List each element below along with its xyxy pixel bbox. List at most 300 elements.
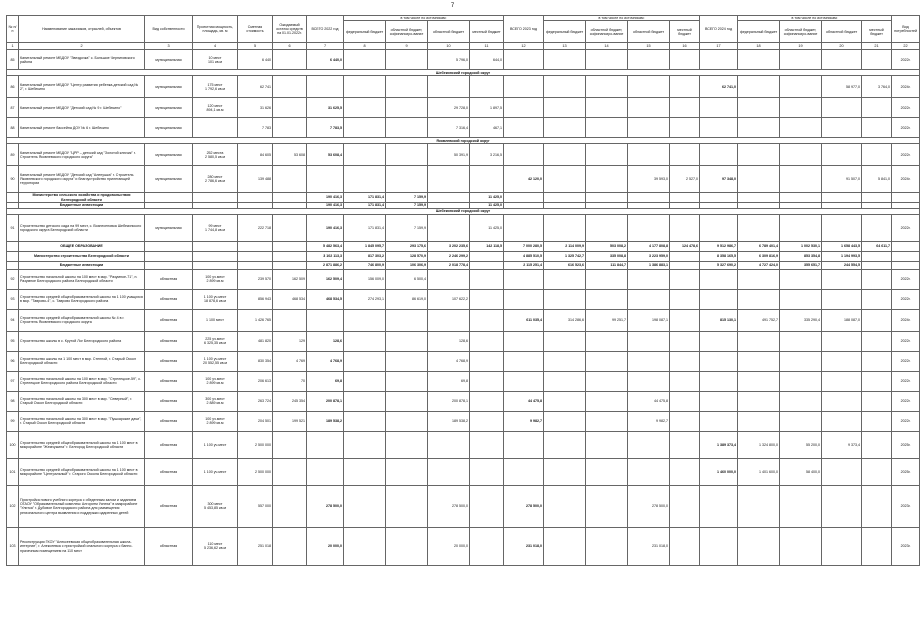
cell <box>7 241 19 251</box>
cell <box>470 391 504 411</box>
cell <box>145 241 193 251</box>
cell <box>628 351 670 371</box>
cell <box>628 289 670 309</box>
cell: 5 796,0 <box>428 50 470 70</box>
cell: 199 521 <box>273 411 307 431</box>
cell <box>862 289 892 309</box>
cell: 204 501 <box>238 411 273 431</box>
cell: Строительство начальной школы на 100 мест в мкр. "Разумное-71", п. Разумное Белгородского района Белгородской области <box>19 269 145 289</box>
cell <box>780 391 822 411</box>
cell: 252 места 2 580,5 кв.м <box>193 144 238 166</box>
cell: 162 509 <box>273 269 307 289</box>
cell: 468 534 <box>273 289 307 309</box>
table-row <box>7 527 920 565</box>
cell: 231 018,0 <box>628 527 670 565</box>
cell <box>386 351 428 371</box>
cell: 1 401 600,0 <box>738 458 780 485</box>
cell <box>145 251 193 261</box>
cell <box>344 331 386 351</box>
cell: 1 426 765 <box>238 309 273 331</box>
cell <box>780 193 822 203</box>
cell: 2022г. <box>892 351 920 371</box>
cell: 189 538,2 <box>307 411 344 431</box>
cell: 97 348,0 <box>700 166 738 193</box>
cell <box>738 144 780 166</box>
cell: ОБЩЕЕ ОБРАЗОВАНИЕ <box>19 241 145 251</box>
cell <box>273 251 307 261</box>
cell: Строительство средней общеобразовательной школы № 4 в г. Строитель Яковлевского городского округа <box>19 309 145 331</box>
cell <box>7 193 19 203</box>
cell: 2022г. <box>892 269 920 289</box>
cell: Капитальный ремонт МБДОУ "Центр развития ребенка-детский сад № 2", г. Шебекино <box>19 76 145 98</box>
cell <box>670 118 700 138</box>
cell <box>386 527 428 565</box>
cell <box>700 371 738 391</box>
cell <box>862 371 892 391</box>
cell <box>670 98 700 118</box>
section-title: Яковлевский городской округ <box>7 138 920 144</box>
cell <box>892 193 920 203</box>
colnum: 1 <box>7 43 19 50</box>
cell <box>273 527 307 565</box>
cell <box>780 98 822 118</box>
cell: 100 <box>7 431 19 458</box>
cell <box>738 411 780 431</box>
colnum: 22 <box>892 43 920 50</box>
col-name: Наименование заказчиков, отраслей, объектов <box>19 16 145 43</box>
cell <box>628 76 670 98</box>
cell <box>628 98 670 118</box>
cell: 64 611,7 <box>862 241 892 251</box>
cell <box>428 166 470 193</box>
cell: 7 159,9 <box>386 193 428 203</box>
cell <box>344 458 386 485</box>
cell <box>862 251 892 261</box>
cell <box>862 527 892 565</box>
cell <box>344 371 386 391</box>
cell: областная <box>145 269 193 289</box>
cell <box>193 261 238 269</box>
cell: 69,8 <box>307 371 344 391</box>
cell <box>544 118 586 138</box>
cell <box>386 411 428 431</box>
cell <box>670 269 700 289</box>
cell <box>738 76 780 98</box>
cell <box>386 485 428 527</box>
table-row <box>7 214 920 241</box>
cell: 8 358 165,5 <box>700 251 738 261</box>
cell <box>307 76 344 98</box>
sources-2022: в том числе по источникам: <box>344 16 504 21</box>
cell <box>145 193 193 203</box>
cell <box>386 458 428 485</box>
cell <box>544 214 586 241</box>
cell: 7 000 280,5 <box>504 241 544 251</box>
cell: 53 608 <box>273 144 307 166</box>
cell: 200 878,1 <box>428 391 470 411</box>
cell <box>544 391 586 411</box>
cell <box>544 431 586 458</box>
cell <box>780 269 822 289</box>
cell: областная <box>145 289 193 309</box>
cell: областная <box>145 485 193 527</box>
table-row <box>7 289 920 309</box>
cell <box>504 98 544 118</box>
cell <box>504 118 544 138</box>
colnum: 3 <box>145 43 193 50</box>
colnum: 8 <box>344 43 386 50</box>
cell: 200 878,1 <box>307 391 344 411</box>
regional-cofin-2023: областной бюджет, софинансиро-вание <box>586 21 628 43</box>
cell: 20 000,0 <box>428 527 470 565</box>
cell <box>504 431 544 458</box>
table-row <box>7 269 920 289</box>
cell <box>822 351 862 371</box>
cell <box>344 411 386 431</box>
table-row <box>7 76 920 98</box>
cell <box>504 193 544 203</box>
cell: 2 018 778,4 <box>428 261 470 269</box>
cell: 245 354 <box>273 391 307 411</box>
cell <box>504 458 544 485</box>
cell <box>307 166 344 193</box>
cell: 817 303,2 <box>344 251 386 261</box>
cell: 2022г. <box>892 98 920 118</box>
table-row <box>7 144 920 166</box>
cell <box>145 261 193 269</box>
cell <box>344 166 386 193</box>
cell <box>628 118 670 138</box>
cell: Капитальный ремонт МБДОУ "Детский сад № 9 г. Шебекино" <box>19 98 145 118</box>
cell <box>470 527 504 565</box>
cell <box>862 98 892 118</box>
cell <box>862 261 892 269</box>
cell: 91 507,0 <box>822 166 862 193</box>
cell: 830 354 <box>238 351 273 371</box>
cell <box>738 351 780 371</box>
colnum: 20 <box>822 43 862 50</box>
cell <box>780 371 822 391</box>
cell <box>307 458 344 485</box>
cell: 92 <box>7 269 19 289</box>
cell <box>307 309 344 331</box>
cell <box>822 118 862 138</box>
cell <box>586 269 628 289</box>
cell <box>273 458 307 485</box>
cell <box>670 351 700 371</box>
cell: 1 100 мест <box>193 309 238 331</box>
cell: 91 <box>7 214 19 241</box>
cell: 355 651,7 <box>780 261 822 269</box>
cell: 95 <box>7 331 19 351</box>
cell <box>862 214 892 241</box>
cell: 31 626 <box>238 98 273 118</box>
cell: Строительство средней общеобразовательной школы на 1 100 учащихся в мкр. "Таврово-4", с. Таврово Белгородского района <box>19 289 145 309</box>
cell <box>273 261 307 269</box>
cell <box>470 411 504 431</box>
cell: 5 327 690,2 <box>700 261 738 269</box>
cell: 4 768,9 <box>307 351 344 371</box>
cell: 99 251,7 <box>586 309 628 331</box>
cell: 58 977,0 <box>822 76 862 98</box>
cell <box>892 241 920 251</box>
cell: 2022г. <box>892 214 920 241</box>
cell <box>344 391 386 411</box>
cell <box>628 458 670 485</box>
cell <box>344 351 386 371</box>
colnum: 7 <box>307 43 344 50</box>
cell <box>700 50 738 70</box>
cell: 251 018 <box>238 527 273 565</box>
colnum: 21 <box>862 43 892 50</box>
cell: 491 752,7 <box>738 309 780 331</box>
cell: 611 035,4 <box>504 309 544 331</box>
cell: Бюджетные инвестиции <box>19 261 145 269</box>
cell <box>780 76 822 98</box>
cell: 6 500,4 <box>386 269 428 289</box>
cell: 58 400,0 <box>780 458 822 485</box>
colnum: 11 <box>470 43 504 50</box>
cell: 7 783 <box>238 118 273 138</box>
cell: 162 509,4 <box>307 269 344 289</box>
cell: 90 <box>7 166 19 193</box>
cell <box>780 118 822 138</box>
cell <box>386 118 428 138</box>
cell: 139 488 <box>238 166 273 193</box>
regional-2022: областной бюджет <box>428 21 470 43</box>
cell <box>862 331 892 351</box>
cell <box>273 166 307 193</box>
cell <box>700 144 738 166</box>
cell: муниципальная <box>145 50 193 70</box>
cell <box>428 431 470 458</box>
cell <box>504 214 544 241</box>
cell <box>344 431 386 458</box>
cell <box>386 98 428 118</box>
colnum: 19 <box>780 43 822 50</box>
cell: 189 538,2 <box>428 411 470 431</box>
federal-2024: федеральный бюджет <box>738 21 780 43</box>
cell <box>670 331 700 351</box>
colnum: 18 <box>738 43 780 50</box>
cell <box>586 98 628 118</box>
section-title: Шебекинский городской округ <box>7 208 920 214</box>
cell <box>780 527 822 565</box>
cell <box>670 50 700 70</box>
cell <box>544 485 586 527</box>
cell <box>738 269 780 289</box>
summary-row <box>7 261 920 269</box>
cell: 2023г. <box>892 485 920 527</box>
cell <box>628 269 670 289</box>
cell: 1 324 800,0 <box>738 431 780 458</box>
cell <box>862 351 892 371</box>
cell <box>428 269 470 289</box>
cell <box>780 485 822 527</box>
cell: 44 475,8 <box>504 391 544 411</box>
cell <box>344 144 386 166</box>
cell: 481 820 <box>238 331 273 351</box>
page-number: 7 <box>450 3 455 9</box>
cell <box>822 331 862 351</box>
cell <box>386 331 428 351</box>
cell: 171 831,4 <box>344 214 386 241</box>
cell: 1 389 373,4 <box>700 431 738 458</box>
cell <box>544 166 586 193</box>
table-row <box>7 309 920 331</box>
cell <box>273 485 307 527</box>
colnum: 15 <box>628 43 670 50</box>
cell <box>544 269 586 289</box>
cell <box>822 50 862 70</box>
cell: 70 <box>273 371 307 391</box>
cell <box>822 269 862 289</box>
cell: 222 718 <box>238 214 273 241</box>
cell <box>780 331 822 351</box>
cell <box>670 193 700 203</box>
cell: 94 <box>7 309 19 331</box>
cell <box>670 431 700 458</box>
cell <box>7 261 19 269</box>
cell <box>586 144 628 166</box>
cell: 62 741 <box>238 76 273 98</box>
cell <box>862 309 892 331</box>
cell <box>586 431 628 458</box>
cell <box>544 50 586 70</box>
cell: 2023г. <box>892 527 920 565</box>
cell: 31 625,5 <box>307 98 344 118</box>
cell <box>273 241 307 251</box>
cell: 100 уч.мест 2 899 кв.м <box>193 371 238 391</box>
cell <box>738 485 780 527</box>
cell <box>344 76 386 98</box>
cell: муниципальная <box>145 214 193 241</box>
cell: 142 118,5 <box>470 241 504 251</box>
cell <box>586 331 628 351</box>
cell: 2022г. <box>892 411 920 431</box>
table-row <box>7 351 920 371</box>
cell: 120 мест 894,1 кв.м <box>193 98 238 118</box>
cell <box>822 214 862 241</box>
cell <box>822 485 862 527</box>
cell: 6 440 <box>238 50 273 70</box>
table-row <box>7 166 920 193</box>
cell: 62 741,0 <box>700 76 738 98</box>
cell: Строительство детского сада на 99 мест, с. Вознесеновка Шебекинского городского округа Белгородской области <box>19 214 145 241</box>
cell: 2022г. <box>892 144 920 166</box>
table-row <box>7 98 920 118</box>
cell <box>428 76 470 98</box>
cell: 50 391,9 <box>428 144 470 166</box>
colnum: 14 <box>586 43 628 50</box>
cell: 93 <box>7 289 19 309</box>
cell: 2022г. <box>892 371 920 391</box>
cell: Строительство школы в с. Крутой Лог Белгородского района <box>19 331 145 351</box>
cell <box>544 371 586 391</box>
cell <box>780 166 822 193</box>
cell: 87 <box>7 98 19 118</box>
cell: 2 500 000 <box>238 458 273 485</box>
cell: 3 202 235,6 <box>428 241 470 251</box>
cell: 11 425,0 <box>470 202 504 208</box>
cell: 856 943 <box>238 289 273 309</box>
colnum: 4 <box>193 43 238 50</box>
cell <box>193 251 238 261</box>
cell: Строительство средней общеобразовательной школы на 1 100 мест в микрорайоне "Центральный" г. Старого Оскола Белгородской области <box>19 458 145 485</box>
cell: областная <box>145 371 193 391</box>
cell: Министерство сельского хозяйства и продовольствия Белгородской области <box>19 193 145 203</box>
cell <box>470 431 504 458</box>
cell <box>193 193 238 203</box>
cell <box>386 76 428 98</box>
cell: 4 768,9 <box>428 351 470 371</box>
table-row <box>7 391 920 411</box>
cell <box>273 98 307 118</box>
col-number: № п/п <box>7 16 19 43</box>
cell <box>670 458 700 485</box>
cell: 85 <box>7 50 19 70</box>
cell <box>700 289 738 309</box>
cell <box>238 241 273 251</box>
cell <box>670 309 700 331</box>
cell: 89 <box>7 144 19 166</box>
cell <box>273 76 307 98</box>
cell: муниципальная <box>145 98 193 118</box>
column-numbers-row <box>7 43 920 50</box>
cell: 10 мест 101 кв.м <box>193 50 238 70</box>
cell <box>544 331 586 351</box>
cell <box>504 144 544 166</box>
cell <box>670 144 700 166</box>
cell <box>504 269 544 289</box>
cell <box>862 118 892 138</box>
cell: областная <box>145 391 193 411</box>
cell: 53 608,4 <box>307 144 344 166</box>
cell: 6 440,0 <box>307 50 344 70</box>
cell: 128,6 <box>307 331 344 351</box>
sources-2024: в том числе по источникам: <box>738 16 892 21</box>
cell: 7 316,4 <box>428 118 470 138</box>
cell <box>470 289 504 309</box>
cell <box>738 391 780 411</box>
cell: 280 мест 2 786,6 кв.м <box>193 166 238 193</box>
cell: 2 500 000 <box>238 431 273 458</box>
cell: 107 622,2 <box>428 289 470 309</box>
cell: 100 уч.мест 2 899 кв.м <box>193 411 238 431</box>
cell: 198 087,1 <box>628 309 670 331</box>
cell: 190 416,3 <box>307 202 344 208</box>
cell: 4 769 <box>273 351 307 371</box>
cell: Строительство средней общеобразовательной школы на 1 100 мест в микрорайоне "Жемчужина" г. Белгород Белгородской области <box>19 431 145 458</box>
colnum: 5 <box>238 43 273 50</box>
cell: 1 658 443,5 <box>822 241 862 251</box>
cell <box>862 193 892 203</box>
cell: 2025г. <box>892 458 920 485</box>
cell <box>344 309 386 331</box>
cell <box>344 527 386 565</box>
cell <box>273 309 307 331</box>
cell: областная <box>145 309 193 331</box>
cell: 188 087,0 <box>822 309 862 331</box>
cell: 7 159,9 <box>386 202 428 208</box>
cell: 96 <box>7 351 19 371</box>
cell <box>738 527 780 565</box>
cell: Строительство школы на 1 100 мест в мкр. Степной, г. Старый Оскол Белгородской области <box>19 351 145 371</box>
cell <box>822 391 862 411</box>
cell <box>470 309 504 331</box>
colnum: 17 <box>700 43 738 50</box>
cell <box>428 309 470 331</box>
